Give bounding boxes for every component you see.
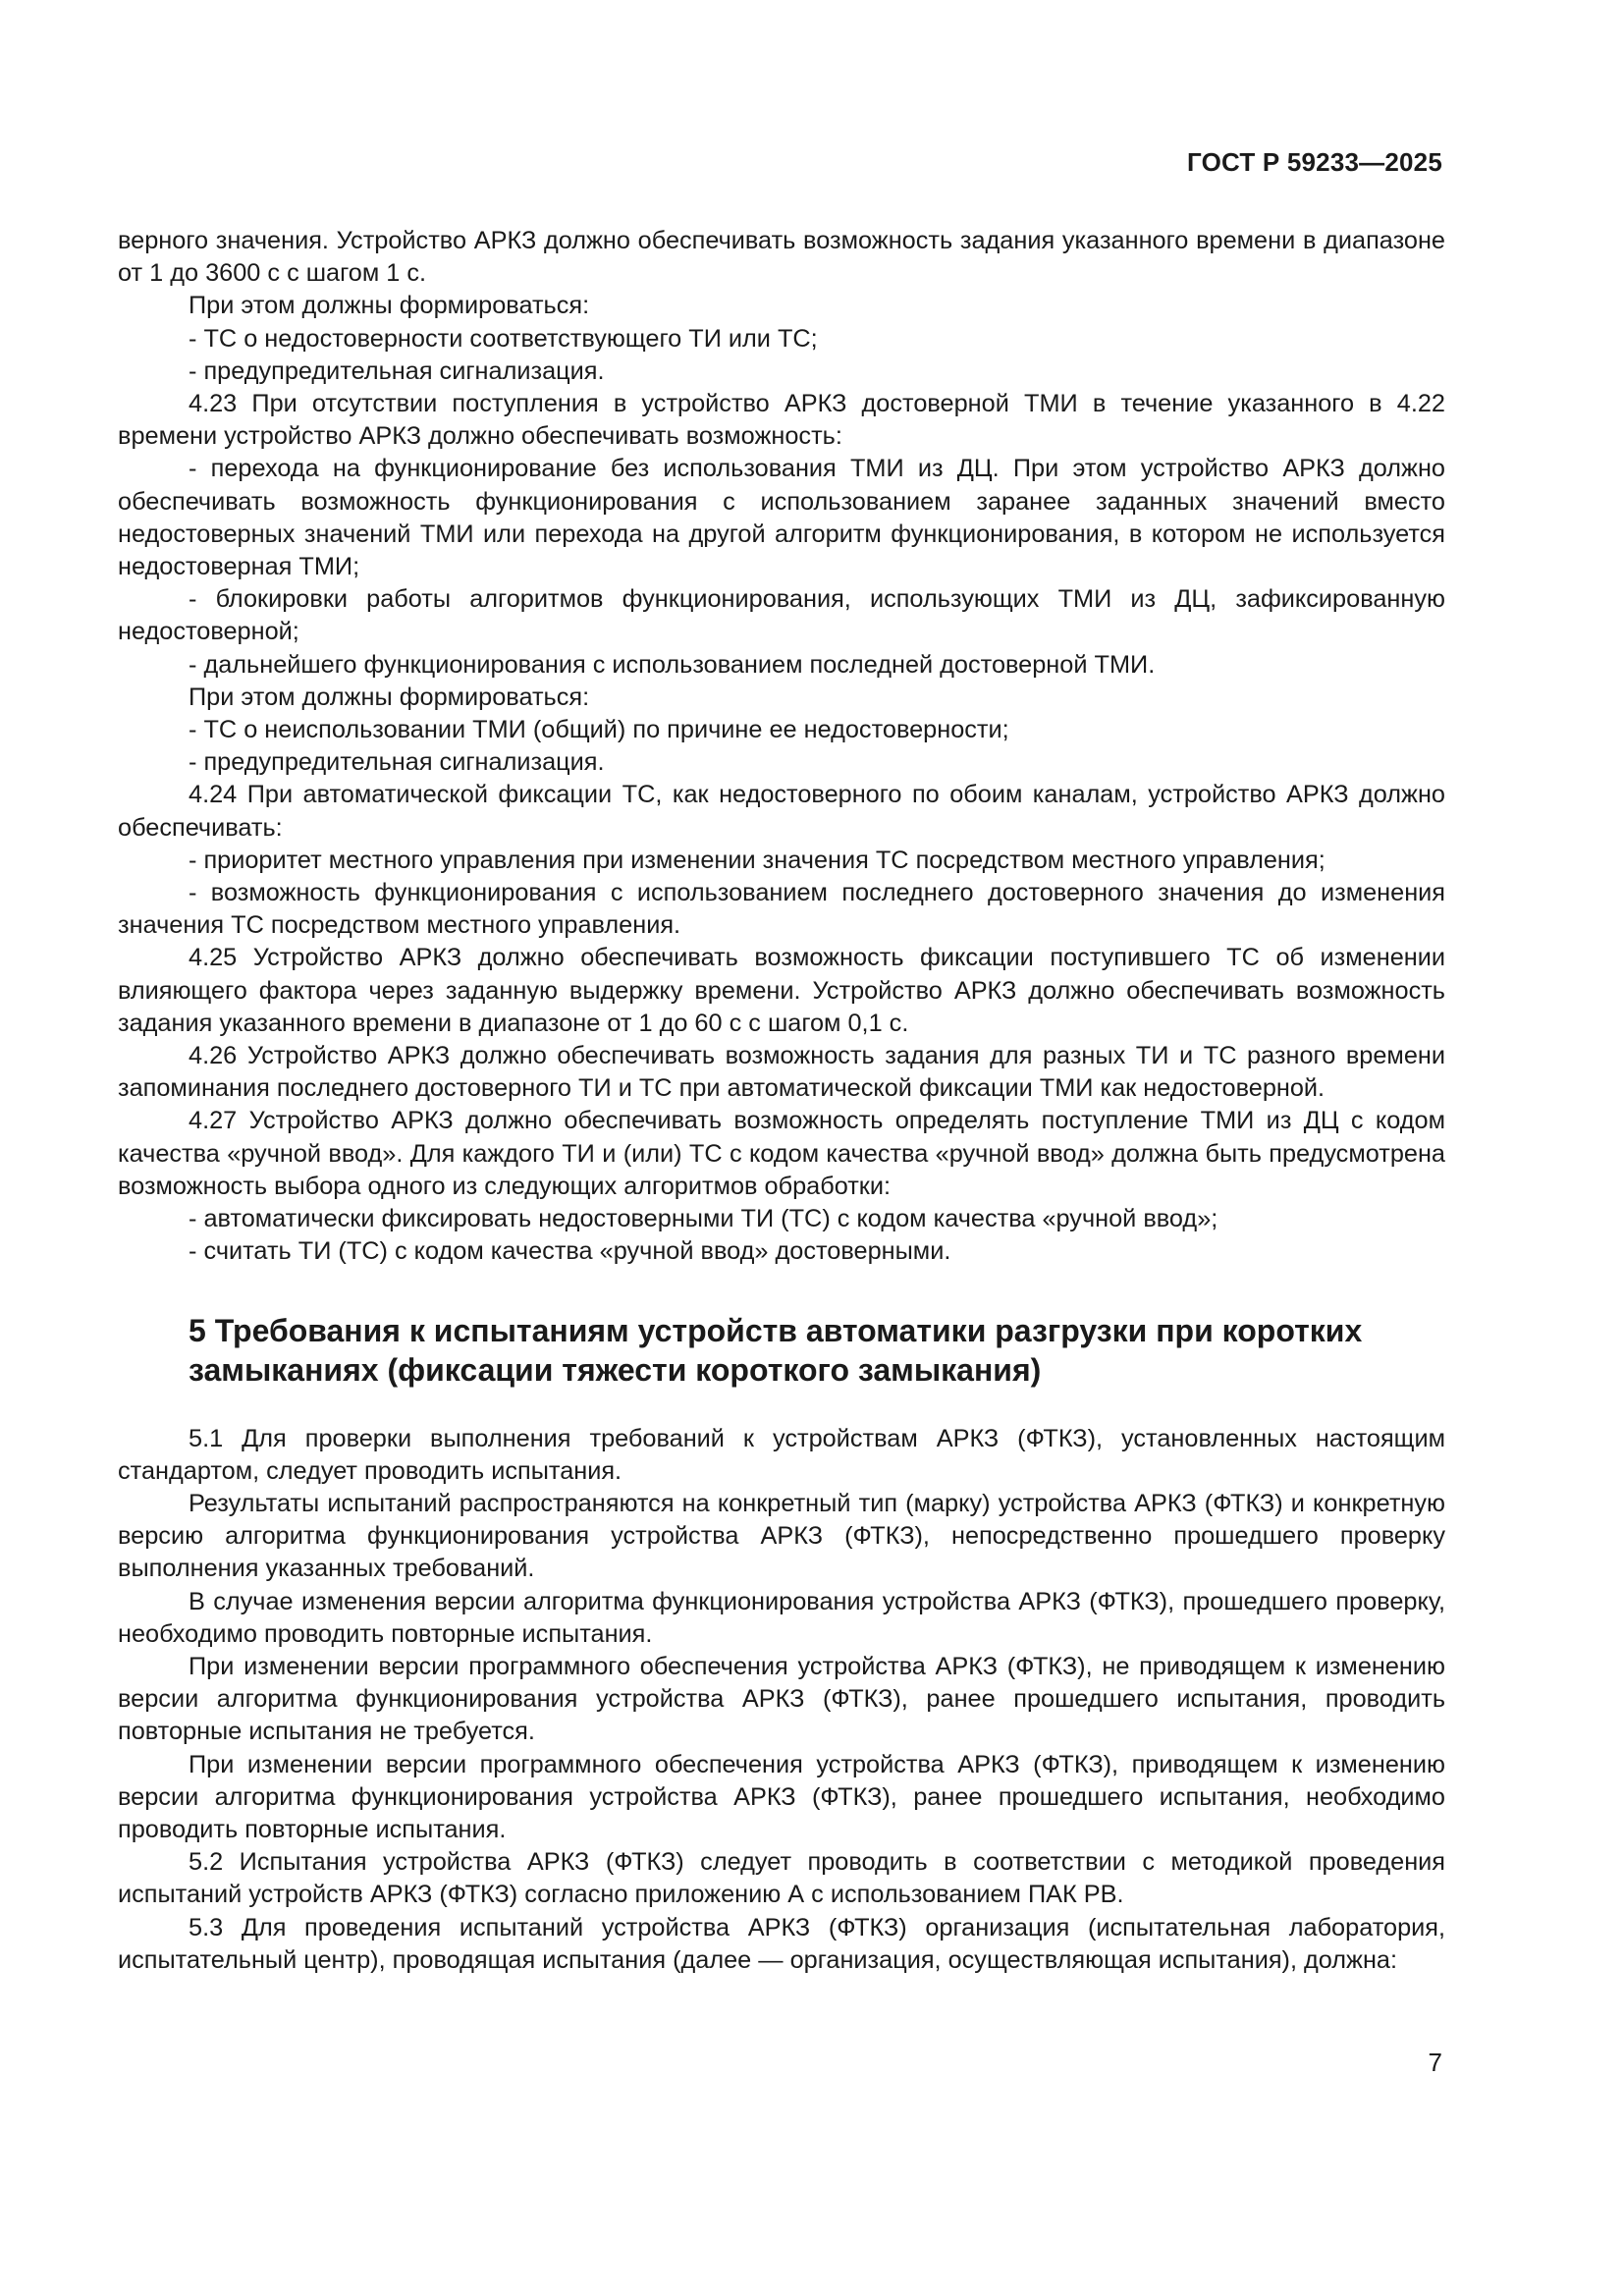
list-item: - приоритет местного управления при изменении значения ТС посредством местного управления;: [189, 846, 1325, 874]
list-item: - перехода на функционирование без использования ТМИ из ДЦ. При этом устройство АРКЗ должно обеспечивать возможность функционирования с использованием заранее заданных значений вместо недостоверных значений ТМИ или перехода на другой алгоритм функционирования, в котором не используется недостоверная ТМИ;: [118, 455, 1445, 581]
paragraph: При изменении версии программного обеспечения устройства АРКЗ (ФТКЗ), приводящем к изменению версии алгоритма функционирования устройства АРКЗ (ФТКЗ), ранее прошедшего испытания, необходимо проводить повторные испытания.: [118, 1750, 1445, 1843]
list-item: - дальнейшего функционирования с использованием последней достоверной ТМИ.: [189, 650, 1156, 679]
paragraph: 4.27 Устройство АРКЗ должно обеспечивать возможность определять поступление ТМИ из ДЦ с кодом качества «ручной ввод». Для каждого ТИ и (или) ТС с кодом качества «ручной ввод» должна быть предусмотрена возможность выбора одного из следующих алгоритмов обработки:: [118, 1107, 1445, 1200]
paragraph: 4.25 Устройство АРКЗ должно обеспечивать возможность фиксации поступившего ТС об изменении влияющего фактора через заданную выдержку времени. Устройство АРКЗ должно обеспечивать возможность задания указанного времени в диапазоне от 1 до 60 с с шагом 0,1 с.: [118, 944, 1445, 1037]
list-item: - автоматически фиксировать недостоверными ТИ (ТС) с кодом качества «ручной ввод»;: [189, 1205, 1218, 1233]
paragraph: верного значения. Устройство АРКЗ должно обеспечивать возможность задания указанного времени в диапазоне от 1 до 3600 с с шагом 1 с.: [118, 227, 1445, 288]
paragraph: 4.23 При отсутствии поступления в устройство АРКЗ достоверной ТМИ в течение указанного в 4.22 времени устройство АРКЗ должно обеспечивать возможность:: [118, 390, 1445, 451]
paragraph: 4.24 При автоматической фиксации ТС, как недостоверного по обоим каналам, устройство АРКЗ должно обеспечивать:: [118, 781, 1445, 842]
list-item: - предупредительная сигнализация.: [189, 356, 605, 385]
list-item: - ТС о неиспользовании ТМИ (общий) по причине ее недостоверности;: [189, 716, 1009, 744]
paragraph: При этом должны формироваться:: [189, 292, 590, 320]
list-item: - считать ТИ (ТС) с кодом качества «ручной ввод» достоверными.: [189, 1237, 951, 1266]
list-item: - блокировки работы алгоритмов функционирования, использующих ТМИ из ДЦ, зафиксированную недостоверной;: [118, 585, 1445, 646]
section-heading: 5 Требования к испытаниям устройств автоматики разгрузки при коротких замыканиях (фиксации тяжести короткого замыкания): [189, 1312, 1363, 1388]
paragraph: 5.1 Для проверки выполнения требований к устройствам АРКЗ (ФТКЗ), установленных настоящим стандартом, следует проводить испытания.: [118, 1424, 1445, 1485]
paragraph: При изменении версии программного обеспечения устройства АРКЗ (ФТКЗ), не приводящем к изменению версии алгоритма функционирования устройства АРКЗ (ФТКЗ), ранее прошедшего испытания, проводить повторные испытания не требуется.: [118, 1652, 1445, 1746]
page-number: 7: [1428, 2048, 1442, 2077]
paragraph: При этом должны формироваться:: [189, 683, 590, 711]
paragraph: 4.26 Устройство АРКЗ должно обеспечивать возможность задания для разных ТИ и ТС разного времени запоминания последнего достоверного ТИ и ТС при автоматической фиксации ТМИ как недостоверной.: [118, 1042, 1445, 1103]
paragraph: 5.3 Для проведения испытаний устройства АРКЗ (ФТКЗ) организация (испытательная лаборатория, испытательный центр), проводящая испытания (далее — организация, осуществляющая испытания), должна:: [118, 1913, 1445, 1974]
list-item: - возможность функционирования с использованием последнего достоверного значения до изменения значения ТС посредством местного управления.: [118, 879, 1445, 940]
paragraph: Результаты испытаний распространяются на конкретный тип (марку) устройства АРКЗ (ФТКЗ) и конкретную версию алгоритма функционирования устройства АРКЗ (ФТКЗ), непосредственно прошедшего проверку выполнения указанных требований.: [118, 1489, 1445, 1583]
list-item: - ТС о недостоверности соответствующего ТИ или ТС;: [189, 324, 818, 353]
document-header: ГОСТ Р 59233—2025: [1187, 147, 1442, 177]
paragraph: В случае изменения версии алгоритма функционирования устройства АРКЗ (ФТКЗ), прошедшего проверку, необходимо проводить повторные испытания.: [118, 1587, 1445, 1648]
paragraph: 5.2 Испытания устройства АРКЗ (ФТКЗ) следует проводить в соответствии с методикой проведения испытаний устройств АРКЗ (ФТКЗ) согласно приложению А с использованием ПАК РВ.: [118, 1848, 1445, 1909]
list-item: - предупредительная сигнализация.: [189, 748, 605, 777]
document-body: [118, 225, 1445, 1977]
